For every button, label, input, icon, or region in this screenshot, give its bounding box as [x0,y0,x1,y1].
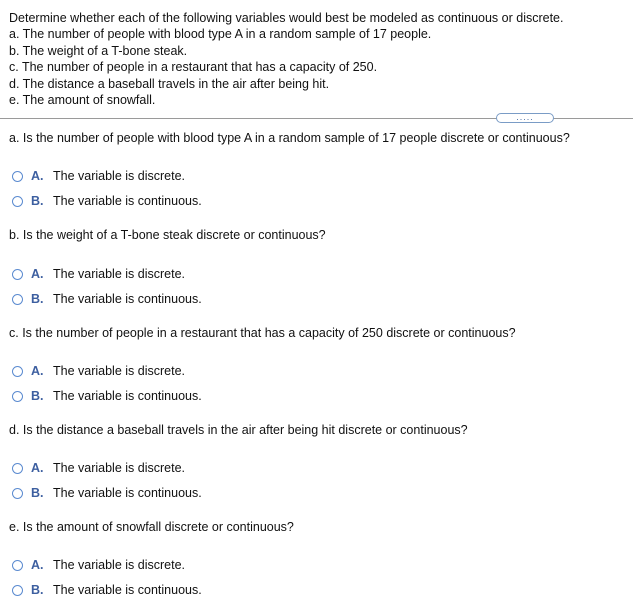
radio-icon[interactable] [12,171,23,182]
question-a-option-a[interactable] [12,168,185,184]
question-d: d. Is the distance a baseball travels in the air after being hit discrete or continuous? [9,423,468,437]
option-letter: B. [31,194,44,208]
option-text: The variable is continuous. [53,486,202,500]
radio-icon[interactable] [12,269,23,280]
option-text: The variable is continuous. [53,194,202,208]
question-e: e. Is the amount of snowfall discrete or continuous? [9,520,294,534]
radio-icon[interactable] [12,560,23,571]
question-b: b. Is the weight of a T-bone steak discrete or continuous? [9,228,326,242]
problem-statement [9,10,563,108]
radio-icon[interactable] [12,488,23,499]
radio-icon[interactable] [12,391,23,402]
option-letter: B. [31,583,44,597]
question-e-option-b[interactable] [12,582,202,598]
option-letter: A. [31,364,44,378]
problem-item-c: c. The number of people in a restaurant that has a capacity of 250. [9,60,378,75]
radio-icon[interactable] [12,366,23,377]
problem-prompt: Determine whether each of the following variables would best be modeled as continuous or discrete. [9,11,564,25]
option-text: The variable is continuous. [53,292,202,306]
question-c-option-a[interactable] [12,363,185,379]
radio-icon[interactable] [12,294,23,305]
radio-icon[interactable] [12,196,23,207]
option-letter: A. [31,169,44,183]
question-c: c. Is the number of people in a restaurant that has a capacity of 250 discrete or continuous? [9,326,516,340]
question-a-option-b[interactable] [12,193,202,209]
question-e-option-a[interactable] [12,557,185,573]
problem-item-a: a. The number of people with blood type A in a random sample of 17 people. [9,27,432,42]
option-text: The variable is discrete. [53,364,186,378]
option-letter: A. [31,558,44,572]
option-text: The variable is discrete. [53,558,186,572]
option-text: The variable is discrete. [53,169,186,183]
option-text: The variable is discrete. [53,267,186,281]
option-letter: B. [31,292,44,306]
option-text: The variable is continuous. [53,583,202,597]
option-letter: A. [31,267,44,281]
option-letter: B. [31,389,44,403]
option-letter: A. [31,461,44,475]
option-letter: B. [31,486,44,500]
option-text: The variable is continuous. [53,389,202,403]
question-d-option-a[interactable] [12,460,185,476]
question-b-option-a[interactable] [12,266,185,282]
problem-item-b: b. The weight of a T-bone steak. [9,43,188,58]
problem-item-d: d. The distance a baseball travels in the air after being hit. [9,76,330,91]
question-a: a. Is the number of people with blood type A in a random sample of 17 people discrete or continuous? [9,131,570,145]
question-b-option-b[interactable] [12,291,202,307]
option-text: The variable is discrete. [53,461,186,475]
radio-icon[interactable] [12,463,23,474]
question-d-option-b[interactable] [12,485,202,501]
show-more-button[interactable]: ..... [496,113,554,123]
radio-icon[interactable] [12,585,23,596]
problem-item-e: e. The amount of snowfall. [9,93,156,108]
question-c-option-b[interactable] [12,388,202,404]
